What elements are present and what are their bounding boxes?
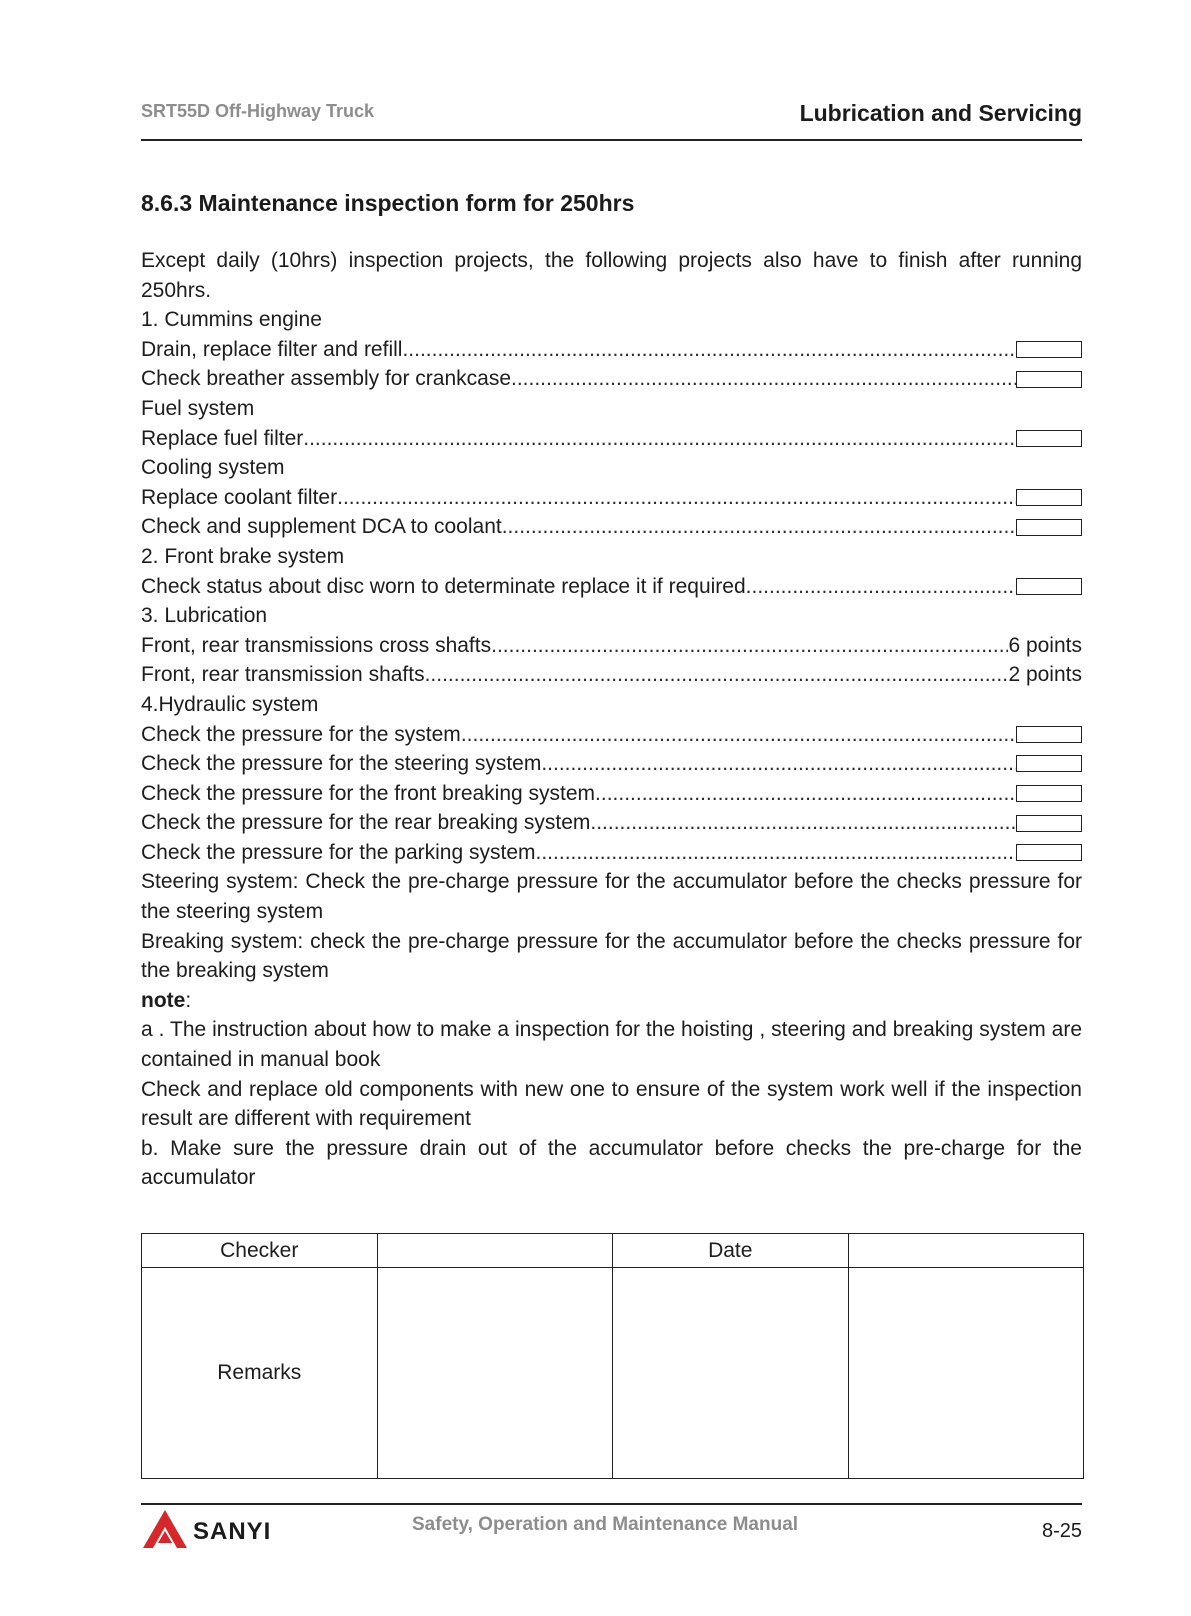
group-fuel-system: Fuel system bbox=[141, 396, 255, 420]
group-cooling-system: Cooling system bbox=[141, 456, 285, 480]
dot-leader bbox=[491, 631, 1008, 661]
breaking-system-note: Breaking system: check the pre-charge pressure for the accumulator before the checks pressure for the breaking system bbox=[141, 929, 1082, 983]
check-box[interactable] bbox=[1016, 755, 1082, 772]
date-value-cell[interactable] bbox=[848, 1234, 1084, 1268]
footer-manual-title: Safety, Operation and Maintenance Manual bbox=[412, 1514, 799, 1535]
logo-wordmark: SANYI bbox=[193, 1518, 272, 1545]
item-label: Drain, replace filter and refill bbox=[141, 337, 403, 361]
dot-leader bbox=[461, 720, 1016, 750]
dot-leader bbox=[590, 808, 1016, 838]
item-label: Check the pressure for the steering system bbox=[141, 752, 542, 776]
table-row bbox=[142, 1234, 1084, 1268]
item-drain-replace-filter bbox=[141, 335, 1082, 365]
item-replace-fuel-filter bbox=[141, 424, 1082, 454]
item-pressure-parking bbox=[141, 838, 1082, 868]
group-lubrication: 3. Lubrication bbox=[141, 604, 268, 628]
item-label: Check the pressure for the parking system bbox=[141, 840, 536, 864]
item-supplement-dca bbox=[141, 512, 1082, 542]
item-check-breather bbox=[141, 364, 1082, 394]
item-label: Replace fuel filter bbox=[141, 426, 304, 450]
check-box[interactable] bbox=[1016, 489, 1082, 506]
dot-leader bbox=[536, 838, 1016, 868]
remarks-value-cell[interactable] bbox=[613, 1268, 849, 1479]
item-label: Check breather assembly for crankcase bbox=[141, 367, 511, 391]
item-label: Check status about disc worn to determinate replace it if required. bbox=[141, 574, 752, 598]
section-title: 8.6.3 Maintenance inspection form for 250hrs bbox=[141, 190, 635, 216]
group-cummins-engine: 1. Cummins engine bbox=[141, 308, 322, 332]
inspection-list bbox=[141, 246, 1082, 1193]
dot-leader bbox=[337, 483, 1016, 513]
item-pressure-steering bbox=[141, 749, 1082, 779]
signoff-table bbox=[141, 1233, 1084, 1479]
item-label: Check the pressure for the rear breaking system bbox=[141, 811, 591, 835]
dot-leader bbox=[402, 335, 1016, 365]
date-label-cell: Date bbox=[613, 1234, 849, 1268]
item-label: Check and supplement DCA to coolant bbox=[141, 515, 502, 539]
manual-page bbox=[141, 0, 1082, 1616]
steering-system-note: Steering system: Check the pre-charge pressure for the accumulator before the checks pressure for the steering system bbox=[141, 870, 1082, 924]
note-a: a . The instruction about how to make a inspection for the hoisting , steering and breaking system are contained in manual book bbox=[141, 1018, 1082, 1072]
item-transmission-shafts bbox=[141, 660, 1082, 690]
remarks-value-cell[interactable] bbox=[848, 1268, 1084, 1479]
dot-leader bbox=[541, 749, 1016, 779]
check-box[interactable] bbox=[1016, 726, 1082, 743]
check-box[interactable] bbox=[1016, 371, 1082, 388]
note-check: Check and replace old components with new one to ensure of the system work well if the inspection result are different with requirement bbox=[141, 1077, 1082, 1131]
note-b: b. Make sure the pressure drain out of the accumulator before checks the pre-charge for the accumulator bbox=[141, 1136, 1082, 1190]
header-divider bbox=[141, 139, 1082, 141]
item-check-disc-worn bbox=[141, 572, 1082, 602]
remarks-value-cell[interactable] bbox=[377, 1268, 613, 1479]
footer-divider bbox=[141, 1503, 1082, 1505]
checker-label-cell: Checker bbox=[142, 1234, 378, 1268]
item-label: Front, rear transmissions cross shafts bbox=[141, 633, 492, 657]
item-label: Replace coolant filter bbox=[141, 485, 338, 509]
check-box[interactable] bbox=[1016, 815, 1082, 832]
item-label: Check the pressure for the front breaking system bbox=[141, 781, 596, 805]
item-pressure-system bbox=[141, 720, 1082, 750]
dot-leader bbox=[751, 572, 1016, 602]
check-box[interactable] bbox=[1016, 519, 1082, 536]
item-pressure-front-breaking bbox=[141, 779, 1082, 809]
check-box[interactable] bbox=[1016, 430, 1082, 447]
item-label: Front, rear transmission shafts bbox=[141, 663, 425, 687]
item-replace-coolant-filter bbox=[141, 483, 1082, 513]
dot-leader bbox=[303, 424, 1016, 454]
item-pressure-rear-breaking bbox=[141, 808, 1082, 838]
check-box[interactable] bbox=[1016, 844, 1082, 861]
item-value: 2 points bbox=[1008, 663, 1082, 687]
dot-leader bbox=[502, 512, 1016, 542]
check-box[interactable] bbox=[1016, 578, 1082, 595]
note-colon: : bbox=[185, 988, 192, 1012]
table-row bbox=[142, 1268, 1084, 1479]
group-hydraulic: 4.Hydraulic system bbox=[141, 692, 319, 716]
check-box[interactable] bbox=[1016, 341, 1082, 358]
header-chapter-title: Lubrication and Servicing bbox=[799, 100, 1082, 126]
header-product-name: SRT55D Off-Highway Truck bbox=[141, 101, 375, 121]
item-value: 6 points bbox=[1008, 633, 1082, 657]
dot-leader bbox=[595, 779, 1016, 809]
note-heading bbox=[141, 986, 1082, 1016]
note-label: note bbox=[141, 988, 186, 1012]
group-front-brake: 2. Front brake system bbox=[141, 544, 345, 568]
page-number: 8-25 bbox=[1041, 1520, 1082, 1542]
check-box[interactable] bbox=[1016, 785, 1082, 802]
dot-leader bbox=[425, 660, 1009, 690]
remarks-label-cell: Remarks bbox=[142, 1268, 378, 1479]
item-cross-shafts bbox=[141, 631, 1082, 661]
item-label: Check the pressure for the system bbox=[141, 722, 461, 746]
intro-paragraph: Except daily (10hrs) inspection projects, the following projects also have to finish after running 250hrs. bbox=[141, 249, 1082, 302]
checker-value-cell[interactable] bbox=[377, 1234, 613, 1268]
dot-leader bbox=[511, 364, 1016, 394]
